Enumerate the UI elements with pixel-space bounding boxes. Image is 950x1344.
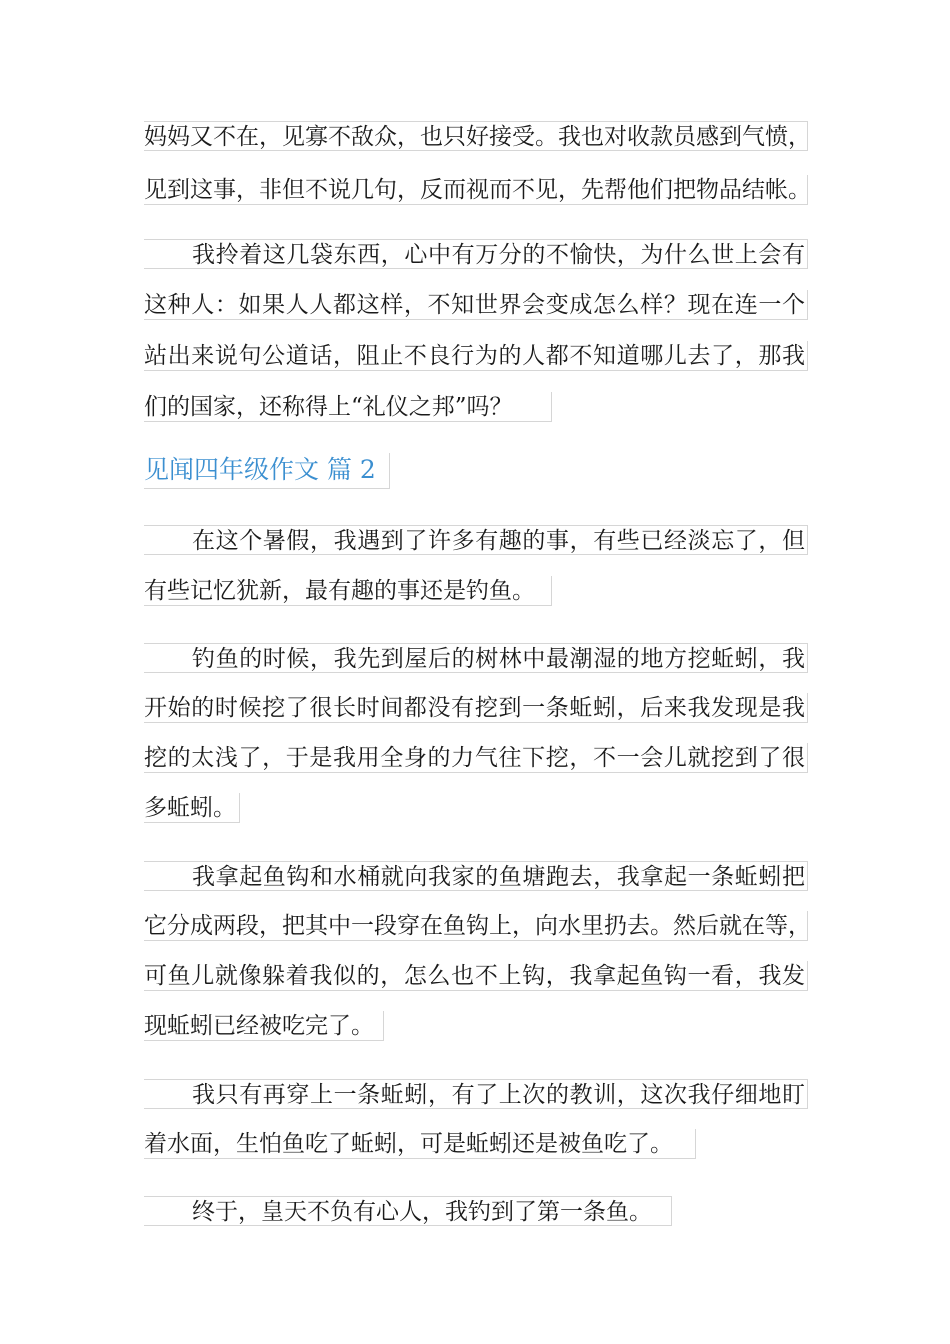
paragraph-line: 在这个暑假，我遇到了许多有趣的事，有些已经淡忘了，但: [144, 525, 808, 555]
paragraph-line: 我只有再穿上一条蚯蚓，有了上次的教训，这次我仔细地盯: [144, 1079, 808, 1109]
paragraph-line: 们的国家，还称得上“礼仪之邦”吗？: [144, 392, 552, 422]
paragraph-line: 它分成两段，把其中一段穿在鱼钩上，向水里扔去。然后就在等，: [144, 913, 811, 939]
paragraph-line: 这种人：如果人人都这样，不知世界会变成怎么样？现在连一个: [144, 290, 808, 320]
paragraph-line: 见到这事，非但不说几句，反而视而不见，先帮他们把物品结帐。: [144, 177, 811, 203]
paragraph-line: 我拎着这几袋东西，心中有万分的不愉快，为什么世上会有: [144, 239, 808, 269]
paragraph-line: 挖的太浅了，于是我用全身的力气往下挖，不一会儿就挖到了很: [144, 743, 808, 773]
paragraph-line: 着水面，生怕鱼吃了蚯蚓，可是蚯蚓还是被鱼吃了。: [144, 1129, 696, 1159]
paragraph-line: 钓鱼的时候，我先到屋后的树林中最潮湿的地方挖蚯蚓，我: [144, 643, 808, 673]
paragraph-line: 妈妈又不在，见寡不敌众，也只好接受。我也对收款员感到气愤，: [144, 121, 808, 151]
paragraph-line: 多蚯蚓。: [144, 793, 240, 823]
paragraph-line: 可鱼儿就像躲着我似的，怎么也不上钩，我拿起鱼钩一看，我发: [144, 961, 808, 991]
paragraph-line: 终于，皇天不负有心人，我钓到了第一条鱼。: [144, 1196, 672, 1226]
paragraph-line: 开始的时候挖了很长时间都没有挖到一条蚯蚓，后来我发现是我: [144, 693, 808, 723]
paragraph-line: 有些记忆犹新，最有趣的事还是钓鱼。: [144, 576, 552, 606]
paragraph-line: 站出来说句公道话，阻止不良行为的人都不知道哪儿去了，那我: [144, 341, 808, 371]
paragraph-line: 我拿起鱼钩和水桶就向我家的鱼塘跑去，我拿起一条蚯蚓把: [144, 861, 808, 891]
section-heading: 见闻四年级作文 篇 2: [144, 453, 390, 489]
paragraph-line: 现蚯蚓已经被吃完了。: [144, 1011, 384, 1041]
